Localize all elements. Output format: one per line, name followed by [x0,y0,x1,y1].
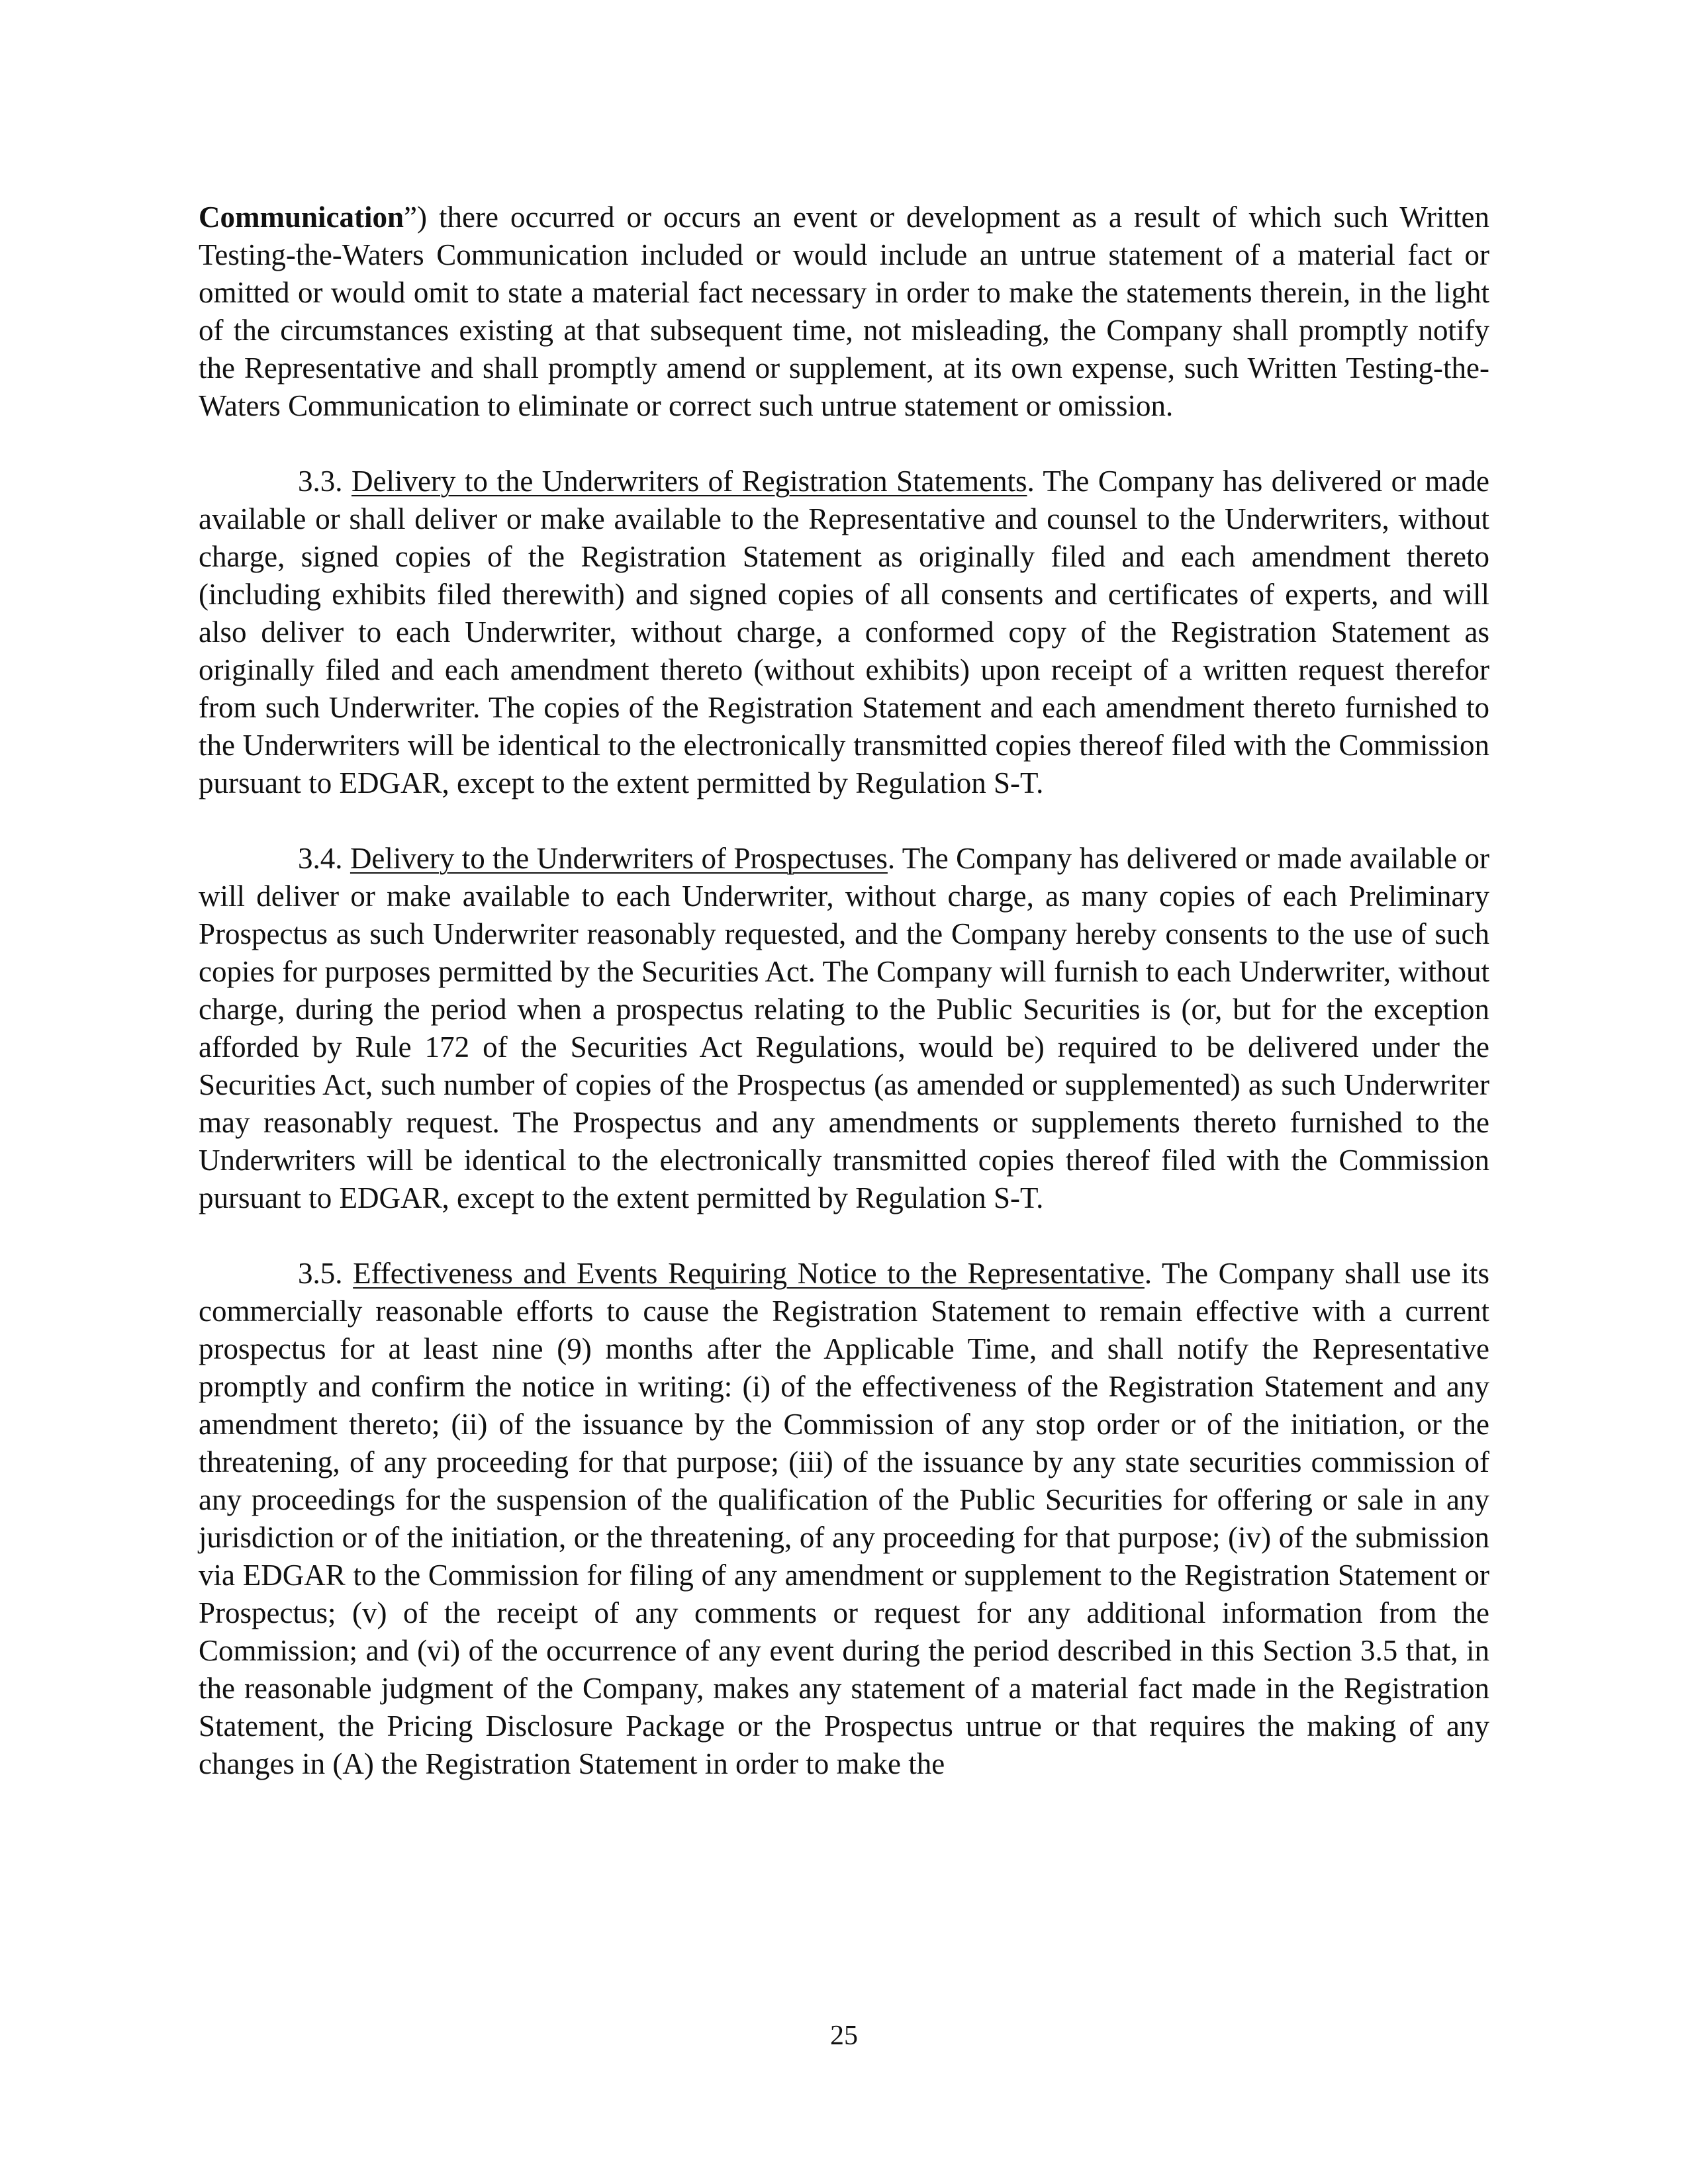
section-heading: Delivery to the Underwriters of Registration Statements [351,465,1027,498]
defined-term: Communication [199,201,404,234]
section-heading: Delivery to the Underwriters of Prospectuses [350,842,888,875]
section-body: . The Company has delivered or made available or will deliver or make available to each Underwriter, without charge, as many copies of each Preliminary Prospectus as such Underwriter reasonably requested, and the Company hereby consents to the use of such copies for purposes permitted by the Securities Act. The Company will furnish to each Underwriter, without charge, during the period when a prospectus relating to the Public Securities is (or, but for the exception afforded by Rule 172 of the Securities Act Regulations, would be) required to be delivered under the Securities Act, such number of copies of the Prospectus (as amended or supplemented) as such Underwriter may reasonably request. The Prospectus and any amendments or supplements thereto furnished to the Underwriters will be identical to the electronically transmitted copies thereof filed with the Commission pursuant to EDGAR, except to the extent permitted by Regulation S-T. [199,842,1489,1214]
section-body: . The Company shall use its commercially reasonable efforts to cause the Registration Statement to remain effective with a current prospectus for at least nine (9) months after the Applicable Time, and shall notify the Representative promptly and confirm the notice in writing: (i) of the effectiveness of the Registration Statement and any amendment thereto; (ii) of the issuance by the Commission of any stop order or of the initiation, or the threatening, of any proceeding for that purpose; (iii) of the issuance by any state securities commission of any proceedings for the suspension of the qualification of the Public Securities for offering or sale in any jurisdiction or of the initiation, or the threatening, of any proceeding for that purpose; (iv) of the submission via EDGAR to the Commission for filing of any amendment or supplement to the Registration Statement or Prospectus; (v) of the receipt of any comments or request for any additional information from the Commission; and (vi) of the occurrence of any event during the period described in this Section 3.5 that, in the reasonable judgment of the Company, makes any statement of a material fact made in the Registration Statement, the Pricing Disclosure Package or the Prospectus untrue or that requires the making of any changes in (A) the Registration Statement in order to make the [199,1257,1489,1780]
section-3-4 [199,840,1489,1217]
section-number: 3.3. [298,465,352,498]
section-3-5 [199,1255,1489,1783]
page-number: 25 [830,2021,858,2051]
section-heading: Effectiveness and Events Requiring Notice to the Representative [353,1257,1145,1290]
intro-paragraph [199,199,1489,425]
intro-text: ”) there occurred or occurs an event or development as a result of which such Written Testing-the-Waters Communication included or would include an untrue statement of a material fact or omitted or would omit to state a material fact necessary in order to make the statements therein, in the light of the circumstances existing at that subsequent time, not misleading, the Company shall promptly notify the Representative and shall promptly amend or supplement, at its own expense, such Written Testing-the-Waters Communication to eliminate or correct such untrue statement or omission. [199,201,1489,422]
section-body: . The Company has delivered or made available or shall deliver or make available to the Representative and counsel to the Underwriters, without charge, signed copies of the Registration Statement as originally filed and each amendment thereto (including exhibits filed therewith) and signed copies of all consents and certificates of experts, and will also deliver to each Underwriter, without charge, a conformed copy of the Registration Statement as originally filed and each amendment thereto (without exhibits) upon receipt of a written request therefor from such Underwriter. The copies of the Registration Statement and each amendment thereto furnished to the Underwriters will be identical to the electronically transmitted copies thereof filed with the Commission pursuant to EDGAR, except to the extent permitted by Regulation S-T. [199,465,1490,799]
section-3-3 [199,463,1489,802]
section-number: 3.4. [298,842,350,875]
section-number: 3.5. [298,1257,353,1290]
document-page [199,199,1489,1821]
